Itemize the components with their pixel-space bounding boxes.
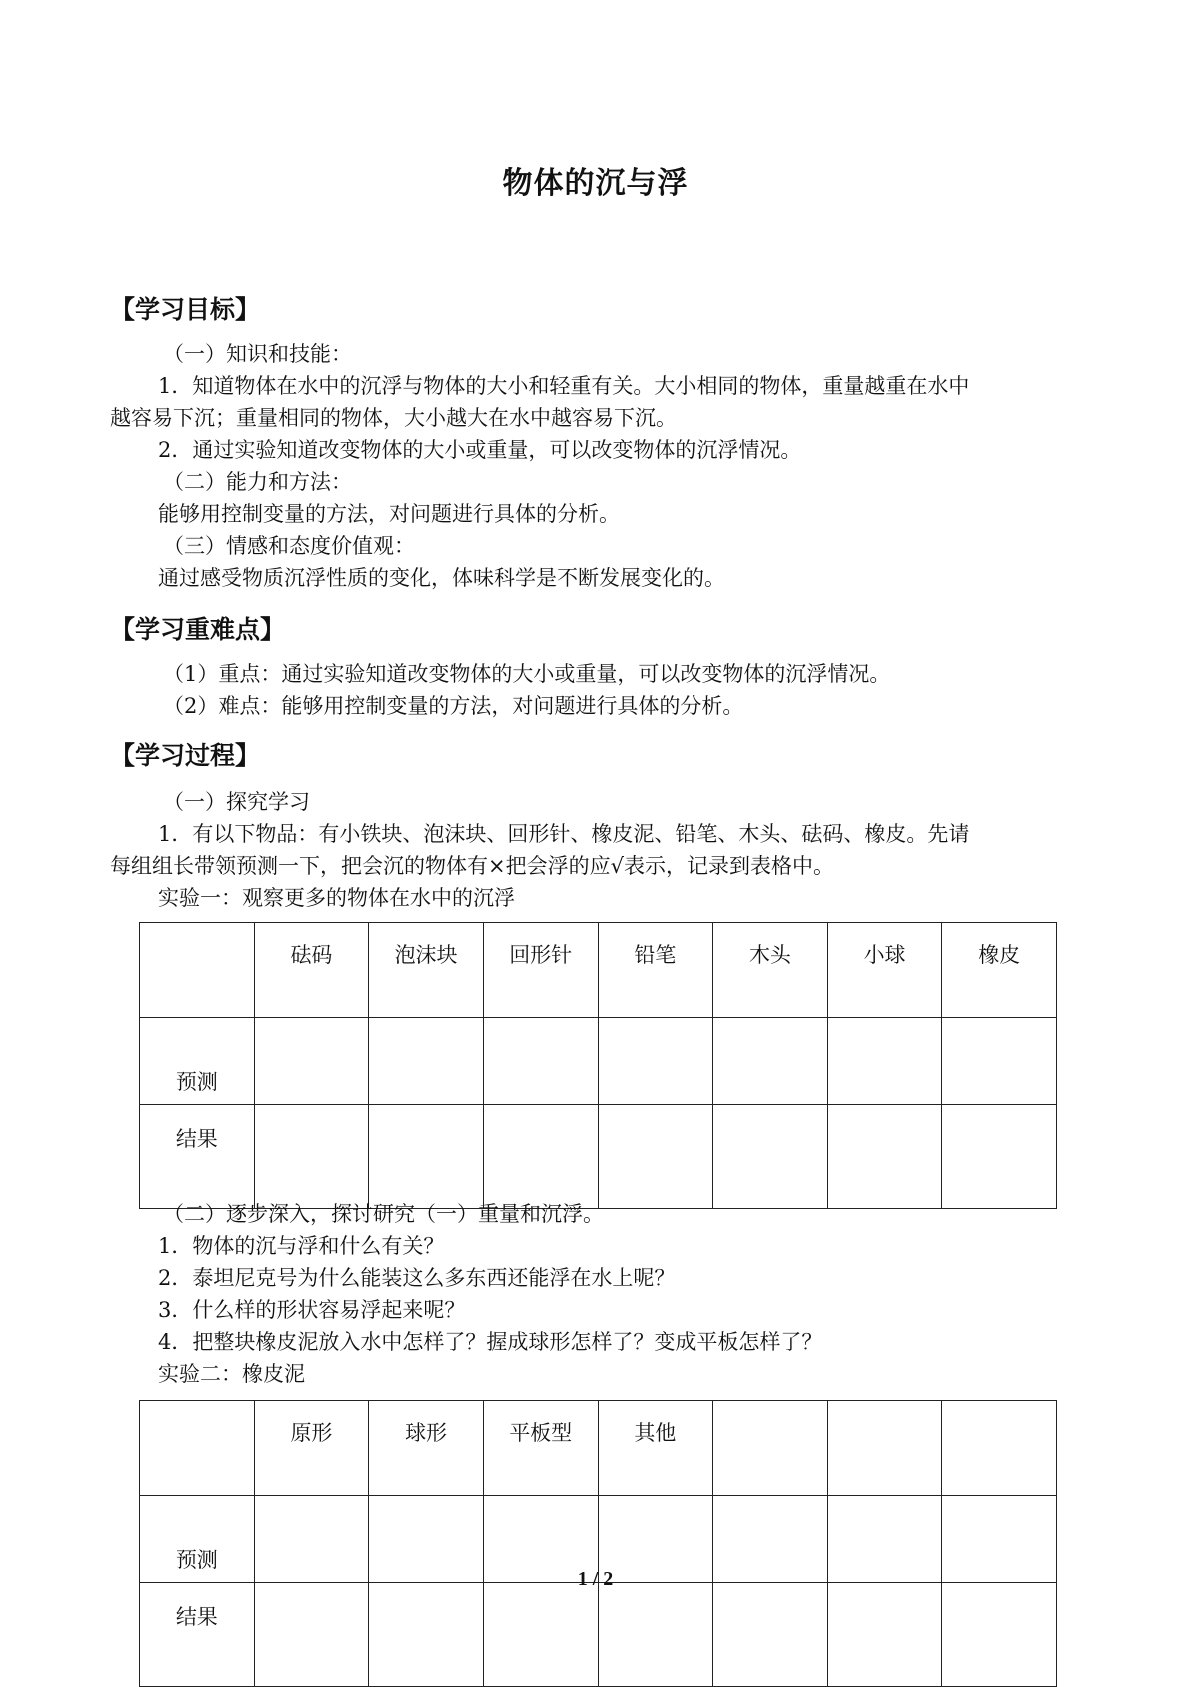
experiment-2-table — [139, 1400, 1057, 1687]
table-header-cell: 铅笔 — [598, 923, 713, 1018]
page-number: 1 / 2 — [577, 1568, 614, 1590]
goals-line-7: （三）情感和态度价值观： — [163, 534, 415, 558]
row-label-predict: 预测 — [140, 1496, 255, 1583]
row-label-result: 结果 — [140, 1583, 255, 1687]
table-cell — [483, 1105, 598, 1209]
table-cell — [713, 1105, 828, 1209]
process-line-2: 1．有以下物品：有小铁块、泡沫块、回形针、橡皮泥、铅笔、木头、砝码、橡皮。先请 — [158, 822, 970, 846]
table-cell — [483, 1018, 598, 1105]
process-line-3: 每组组长带领预测一下，把会沉的物体有×把会浮的应√表示，记录到表格中。 — [110, 854, 834, 878]
goals-line-2: 1．知道物体在水中的沉浮与物体的大小和轻重有关。大小相同的物体，重量越重在水中 — [158, 374, 970, 398]
process-line-10: 实验二：橡皮泥 — [158, 1362, 305, 1386]
section-heading-process: 【学习过程】 — [110, 741, 261, 770]
page-title: 物体的沉与浮 — [502, 166, 689, 201]
table-cell — [140, 1401, 255, 1496]
table-header-cell: 砝码 — [254, 923, 369, 1018]
table-header-cell: 木头 — [713, 923, 828, 1018]
goals-line-4: 2．通过实验知道改变物体的大小或重量，可以改变物体的沉浮情况。 — [158, 438, 802, 462]
process-line-5: （二）逐步深入，探讨研究（一）重量和沉浮。 — [163, 1202, 604, 1226]
goals-line-5: （二）能力和方法： — [163, 470, 352, 494]
process-line-8: 3．什么样的形状容易浮起来呢？ — [158, 1298, 466, 1322]
table-cell — [483, 1583, 598, 1687]
table-header-cell: 原形 — [254, 1401, 369, 1496]
table-cell — [140, 923, 255, 1018]
table-cell — [827, 1401, 942, 1496]
table-cell — [598, 1105, 713, 1209]
table-header-cell: 其他 — [598, 1401, 713, 1496]
table-cell — [713, 1401, 828, 1496]
row-label-predict: 预测 — [140, 1018, 255, 1105]
table-header-cell: 回形针 — [483, 923, 598, 1018]
goals-line-6: 能够用控制变量的方法，对问题进行具体的分析。 — [158, 502, 620, 526]
table-header-cell: 小球 — [827, 923, 942, 1018]
table-cell — [827, 1018, 942, 1105]
table-cell — [827, 1105, 942, 1209]
table-cell — [598, 1583, 713, 1687]
table-header-cell: 球形 — [369, 1401, 484, 1496]
experiment-1-table — [139, 922, 1057, 1209]
section-heading-key: 【学习重难点】 — [110, 615, 286, 644]
table-cell — [942, 1018, 1057, 1105]
table-cell — [942, 1401, 1057, 1496]
table-cell — [942, 1583, 1057, 1687]
key-line-2: （2）难点：能够用控制变量的方法，对问题进行具体的分析。 — [163, 694, 744, 718]
table-cell — [713, 1583, 828, 1687]
goals-line-3: 越容易下沉；重量相同的物体，大小越大在水中越容易下沉。 — [110, 406, 677, 430]
table-cell — [369, 1105, 484, 1209]
table-cell — [254, 1105, 369, 1209]
table-header-cell: 平板型 — [483, 1401, 598, 1496]
table-header-cell: 橡皮 — [942, 923, 1057, 1018]
process-line-4: 实验一：观察更多的物体在水中的沉浮 — [158, 886, 515, 910]
process-line-7: 2．泰坦尼克号为什么能装这么多东西还能浮在水上呢？ — [158, 1266, 676, 1290]
key-line-1: （1）重点：通过实验知道改变物体的大小或重量，可以改变物体的沉浮情况。 — [163, 662, 891, 686]
process-line-6: 1．物体的沉与浮和什么有关？ — [158, 1234, 445, 1258]
table-cell — [713, 1018, 828, 1105]
section-heading-goals: 【学习目标】 — [110, 295, 261, 324]
row-label-result: 结果 — [140, 1105, 255, 1209]
goals-line-8: 通过感受物质沉浮性质的变化，体味科学是不断发展变化的。 — [158, 566, 725, 590]
process-line-9: 4．把整块橡皮泥放入水中怎样了？握成球形怎样了？变成平板怎样了？ — [158, 1330, 823, 1354]
process-line-1: （一）探究学习 — [163, 790, 310, 814]
table-cell — [827, 1583, 942, 1687]
table-cell — [254, 1018, 369, 1105]
table-cell — [942, 1105, 1057, 1209]
table-cell — [369, 1583, 484, 1687]
table-cell — [369, 1018, 484, 1105]
goals-line-1: （一）知识和技能： — [163, 342, 352, 366]
table-cell — [598, 1018, 713, 1105]
table-header-cell: 泡沫块 — [369, 923, 484, 1018]
table-cell — [254, 1583, 369, 1687]
